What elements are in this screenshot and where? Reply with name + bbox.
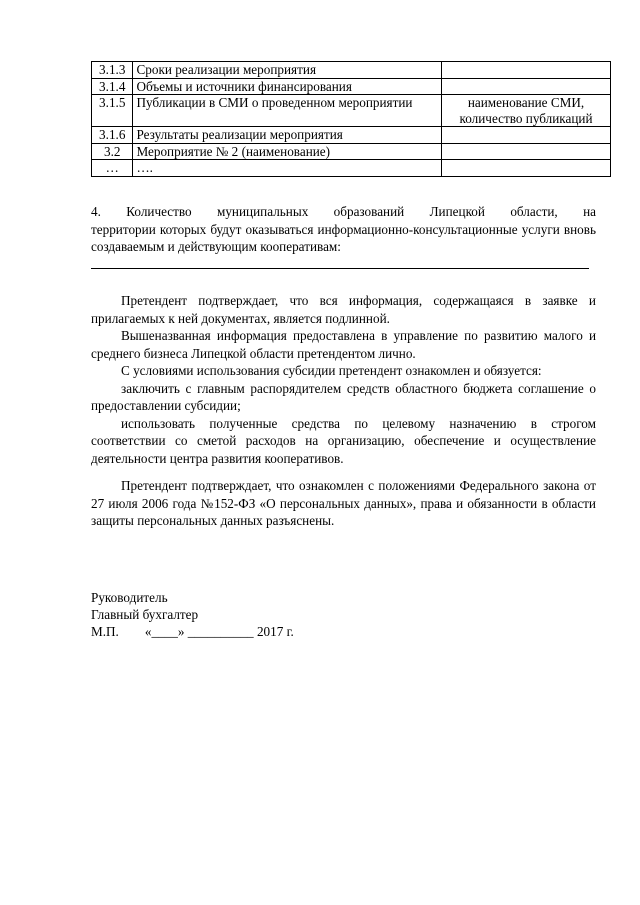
row-name: Мероприятие № 2 (наименование): [133, 143, 442, 160]
section-4-continuation: территории которых будут оказываться информационно-консультационные услуги вновь создаваемым и действующим кооперативам:: [91, 221, 596, 254]
fill-in-line: [91, 268, 589, 269]
row-name: Объемы и источники финансирования: [133, 78, 442, 95]
paragraph-authenticity: Претендент подтверждает, что вся информация, содержащаяся в заявке и прилагаемых к ней документах, является подлинной.: [91, 293, 596, 326]
row-name: ….: [133, 160, 442, 177]
section-4-municipalities: [91, 203, 596, 256]
paragraph-personal-data: Претендент подтверждает, что ознакомлен с положениями Федерального закона от 27 июля 2006 года №152-ФЗ «О персональных данных», права и обязанности в области защиты персональных данных разъяснены.: [91, 478, 596, 528]
paragraph-funds-use: использовать полученные средства по целевому назначению в строгом соответствии со сметой расходов на организацию, обеспечение и осуществление деятельности центра развития кооперативов.: [91, 415, 596, 466]
table-row: [92, 62, 611, 79]
table-row: [92, 143, 611, 160]
paragraph-agreement: заключить с главным распорядителем средств областного бюджета соглашение о предоставлении субсидии;: [91, 380, 596, 413]
signature-block: [91, 589, 391, 640]
row-indicator: [442, 127, 611, 144]
row-number: 3.1.4: [92, 78, 133, 95]
signature-seal-date: [91, 623, 391, 640]
date-line: «____» __________ 2017 г.: [144, 624, 294, 639]
row-indicator: [442, 143, 611, 160]
signature-head: Руководитель: [91, 590, 168, 605]
table-row: [92, 160, 611, 177]
paragraph-conditions: С условиями использования субсидии претендент ознакомлен и обязуется:: [121, 363, 542, 378]
row-number: 3.1.3: [92, 62, 133, 79]
table-row: [92, 78, 611, 95]
row-number: 3.1.5: [92, 95, 133, 127]
row-indicator: [442, 78, 611, 95]
seal-label: М.П.: [91, 624, 119, 639]
row-name: Сроки реализации мероприятия: [133, 62, 442, 79]
activities-table: [91, 61, 611, 177]
row-indicator: [442, 160, 611, 177]
row-number: …: [92, 160, 133, 177]
row-indicator: [442, 62, 611, 79]
row-number: 3.2: [92, 143, 133, 160]
declaration-text: [91, 292, 596, 530]
table-row: [92, 95, 611, 127]
row-indicator: наименование СМИ, количество публикаций: [442, 95, 611, 127]
signature-accountant: Главный бухгалтер: [91, 607, 199, 622]
row-name: Публикации в СМИ о проведенном мероприятии: [133, 95, 442, 127]
section-4-first-line: 4. Количество муниципальных образований Липецкой области, на: [91, 204, 596, 219]
table-row: [92, 127, 611, 144]
paragraph-submission: Вышеназванная информация предоставлена в управление по развитию малого и среднего бизнеса Липецкой области претендентом лично.: [91, 328, 596, 361]
row-number: 3.1.6: [92, 127, 133, 144]
row-name: Результаты реализации мероприятия: [133, 127, 442, 144]
